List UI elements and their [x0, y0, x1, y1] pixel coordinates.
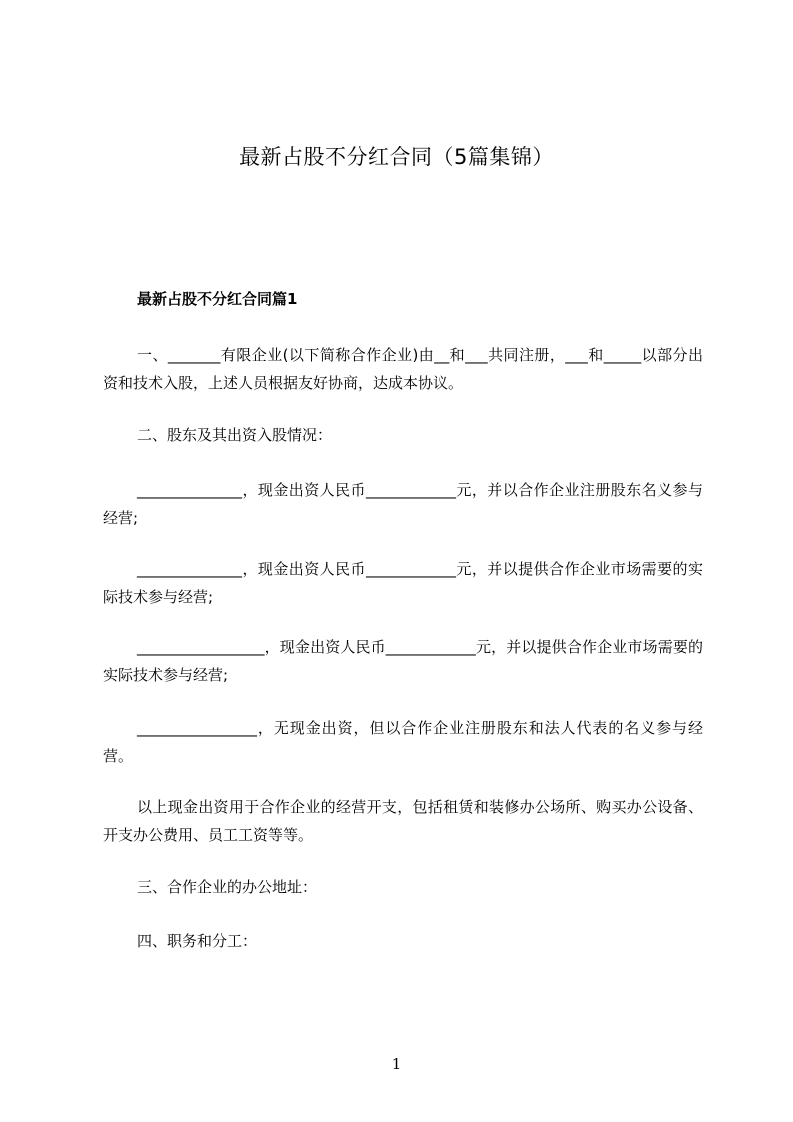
page-number: 1	[391, 1055, 402, 1073]
section-title: 最新占股不分红合同篇1	[137, 290, 298, 308]
paragraph-6: ________________，无现金出资，但以合作企业注册股东和法人代表的名义参与经营。	[103, 719, 703, 765]
paragraph-7: 以上现金出资用于合作企业的经营开支，包括租赁和装修办公场所、购买办公设备、开支办公费用、员工工资等等。	[103, 798, 703, 844]
paragraph-5: _________________，现金出资人民币____________元，并以提供合作企业市场需要的实际技术参与经营;	[103, 638, 703, 684]
paragraph-1: 一、_______有限企业(以下简称合作企业)由__和___共同注册，___和_____以部分出资和技术入股，上述人员根据友好协商，达成本协议。	[103, 346, 703, 392]
paragraph-3: ______________，现金出资人民币____________元，并以合作企业注册股东名义参与经营;	[103, 481, 703, 527]
document-title: 最新占股不分红合同（5篇集锦）	[239, 145, 554, 169]
paragraph-8: 三、合作企业的办公地址：	[137, 878, 318, 896]
paragraph-4: ______________，现金出资人民币____________元，并以提供合作企业市场需要的实际技术参与经营;	[103, 560, 703, 606]
paragraph-2: 二、股东及其出资入股情况：	[137, 426, 333, 444]
paragraph-9: 四、职务和分工：	[137, 932, 258, 950]
